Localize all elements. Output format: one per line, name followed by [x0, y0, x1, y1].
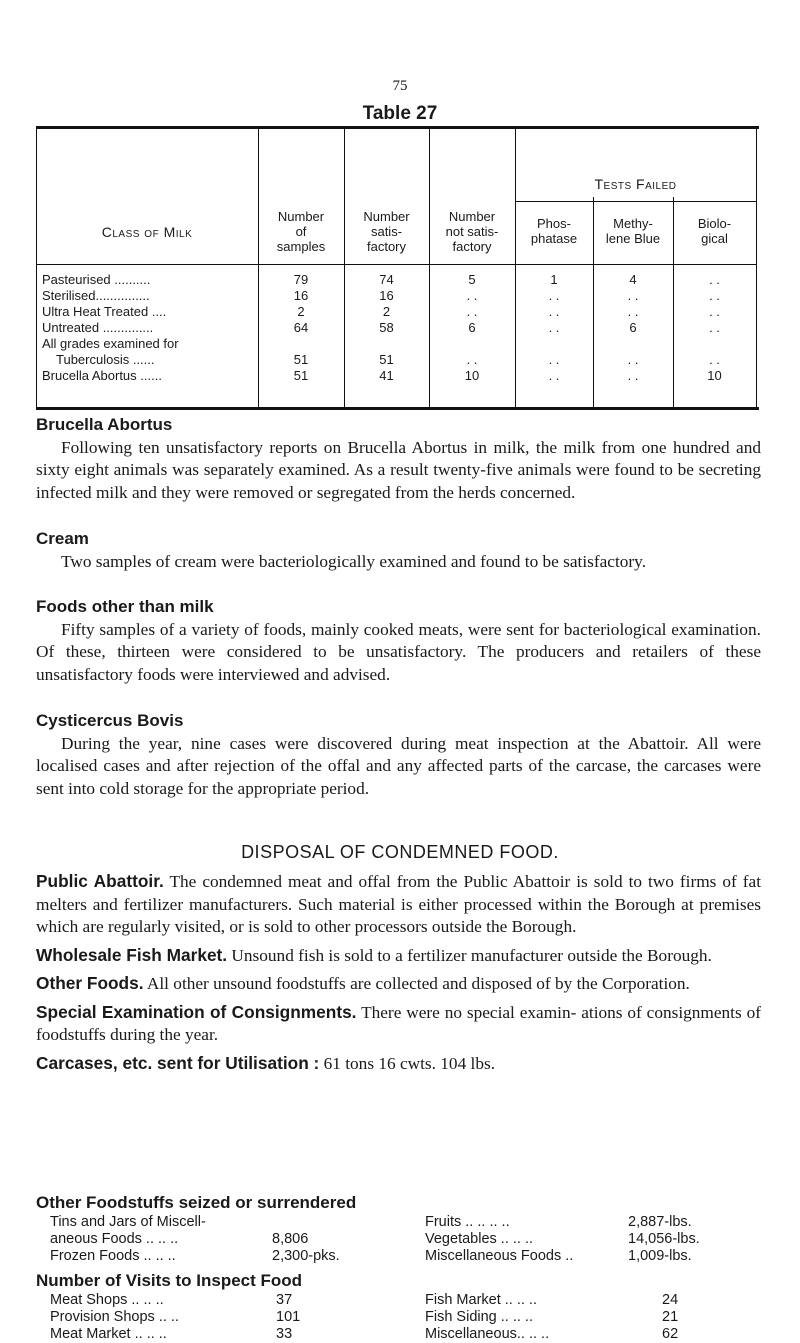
cell-bio: . .	[709, 352, 720, 367]
cell-phos: . .	[548, 368, 560, 383]
list-item: Provision Shops .. .. 101 Fish Siding .. .. .. 21	[50, 1309, 679, 1325]
page-number: 75	[392, 78, 408, 94]
table-border-left	[36, 129, 37, 407]
seized-list	[50, 1214, 750, 1265]
cell-sat: 51	[379, 352, 394, 367]
cell-meth: . .	[627, 352, 639, 367]
cell-sat: 41	[379, 368, 394, 383]
cell-bio: . .	[709, 304, 720, 319]
row-label: Untreated ..............	[42, 320, 154, 335]
section-heading: Foods other than milk	[36, 597, 214, 616]
cell-phos: . .	[548, 320, 560, 335]
cell-notsat: 10	[464, 368, 480, 383]
cell-notsat: . .	[466, 304, 478, 319]
header-not-satisfactory: Number not satis- factory	[445, 209, 499, 254]
table-title: Table 27	[362, 103, 438, 124]
cell-bio: . .	[709, 320, 720, 335]
cream-section	[36, 528, 761, 573]
row-label: Pasteurised ..........	[42, 272, 151, 287]
header-phosphatase: Phos- phatase	[530, 216, 578, 246]
section-text: Fifty samples of a variety of foods, mainly cooked meats, were sent for bacteriological examination. Of these, thirteen were considered to be unsatisfactory. The producers and retailers of these unsatisfactory foods were interviewed and advised.	[36, 619, 761, 684]
cell-phos: . .	[548, 352, 560, 367]
cell-bio: . .	[709, 272, 720, 287]
cell-meth: 6	[629, 320, 637, 335]
section-text: Following ten unsatisfactory reports on Brucella Abortus in milk, the milk from one hundred and sixty eight animals was separately examined. As a result twenty-five animals were found to be secreting infected milk and they were removed or segregated from the herds concerned.	[36, 437, 761, 502]
cell-samples: 2	[297, 304, 305, 319]
cell-samples: 51	[293, 352, 309, 367]
cell-sat: 2	[382, 304, 391, 319]
header-biological: Biolo- gical	[697, 216, 732, 246]
header-class-of-milk: Class of Milk	[101, 224, 193, 240]
disposal-fish-market: Wholesale Fish Market. Unsound fish is sold to a fertilizer manufacturer outside the Borough.	[36, 944, 712, 965]
section-heading: Cysticercus Bovis	[36, 711, 184, 730]
seized-heading: Other Foodstuffs seized or surrendered	[36, 1193, 357, 1212]
cysticercus-section	[36, 710, 761, 800]
cell-bio: . .	[709, 288, 720, 303]
cell-bio: 10	[707, 368, 722, 383]
header-satisfactory: Number satis- factory	[363, 209, 410, 254]
header-tests-failed: Tests Failed	[594, 176, 677, 192]
cell-sat: 16	[379, 288, 394, 303]
cell-phos: . .	[548, 304, 560, 319]
disposal-public-abattoir: Public Abattoir. The condemned meat and offal from the Public Abattoir is sold to two firms of fat melters and fertilizer manufacturers. Such material is either processed within the Borough at premises which are regularly visited, or is sold to other processors outside the Borough.	[36, 871, 761, 936]
visits-heading: Number of Visits to Inspect Food	[36, 1271, 303, 1290]
row-label: All grades examined for Tuberculosis ......	[42, 336, 179, 367]
cell-sat: 58	[379, 320, 394, 335]
list-item: Meat Market .. .. .. 33 Miscellaneous.. .. .. 62	[50, 1326, 679, 1342]
cell-samples: 64	[293, 320, 309, 335]
header-methylene-blue: Methy- lene Blue	[605, 216, 661, 246]
cell-samples: 79	[293, 272, 309, 287]
header-samples: Number of samples	[276, 209, 326, 254]
disposal-heading: DISPOSAL OF CONDEMNED FOOD.	[241, 842, 559, 862]
row-label: Ultra Heat Treated ....	[42, 304, 167, 319]
cell-phos: 1	[550, 272, 558, 287]
cell-notsat: 5	[468, 272, 476, 287]
list-item: Frozen Foods .. .. .. 2,300-pks. Miscellaneous Foods .. 1,009-lbs.	[50, 1248, 692, 1264]
disposal-carcases: Carcases, etc. sent for Utilisation : 61 tons 16 cwts. 104 lbs.	[36, 1052, 496, 1073]
disposal-items	[36, 870, 761, 1075]
list-item: aneous Foods .. .. .. 8,806 Vegetables .. .. .. 14,056-lbs.	[50, 1231, 700, 1247]
cell-notsat: . .	[466, 352, 478, 367]
cell-meth: . .	[627, 304, 639, 319]
brucella-section	[36, 414, 761, 504]
disposal-special-examination: Special Examination of Consignments. There were no special examin- ations of consignments of foodstuffs during the year.	[36, 1001, 761, 1044]
cell-meth: . .	[627, 288, 639, 303]
cell-phos: . .	[548, 288, 560, 303]
milk-table	[36, 126, 759, 410]
list-item: Tins and Jars of Miscell- Fruits .. .. .. .. 2,887-lbs.	[50, 1214, 692, 1230]
section-text: Two samples of cream were bacteriologically examined and found to be satisfactory.	[61, 551, 647, 571]
section-text: During the year, nine cases were discovered during meat inspection at the Abattoir. All were localised cases and after rejection of the offal and any affected parts of the carcase, the carcases were sent into cold storage for the appropriate period.	[36, 733, 761, 798]
cell-samples: 16	[293, 288, 309, 303]
tests-failed-divider	[515, 201, 756, 202]
disposal-other-foods: Other Foods. All other unsound foodstuffs are collected and disposed of by the Corporation.	[36, 973, 690, 993]
cell-samples: 51	[293, 368, 309, 383]
row-label: Sterilised...............	[42, 288, 150, 303]
foods-section	[36, 596, 761, 686]
cell-notsat: . .	[466, 288, 478, 303]
cell-notsat: 6	[468, 320, 476, 335]
header-divider	[36, 264, 756, 265]
visits-list	[50, 1292, 750, 1343]
list-item: Meat Shops .. .. .. 37 Fish Market .. .. .. 24	[50, 1292, 679, 1308]
section-heading: Brucella Abortus	[36, 415, 173, 434]
section-heading: Cream	[36, 529, 89, 548]
cell-meth: 4	[629, 272, 637, 287]
table-border-right	[756, 129, 757, 407]
cell-sat: 74	[379, 272, 394, 287]
cell-meth: . .	[627, 368, 639, 383]
row-label: Brucella Abortus ......	[42, 368, 162, 383]
